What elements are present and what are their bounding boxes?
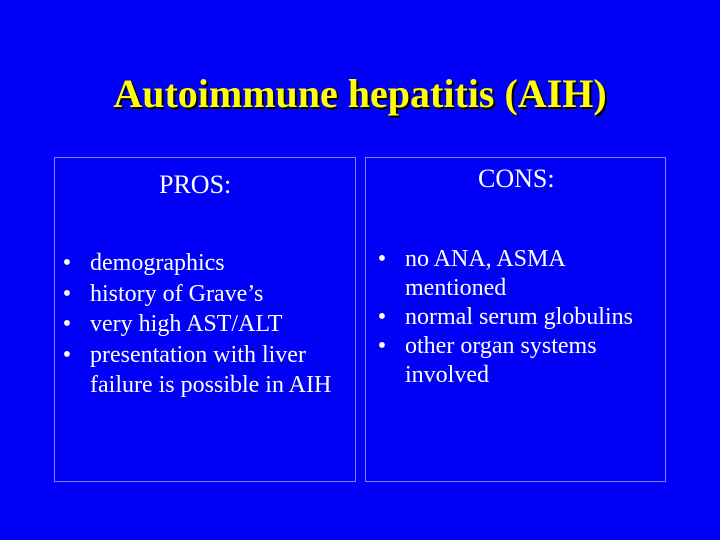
bullet-icon: •	[62, 280, 72, 307]
cons-item-label: other organ systems involved	[405, 333, 597, 388]
pros-item-history	[57, 279, 351, 310]
pros-item-demographics	[57, 248, 351, 279]
bullet-icon: •	[62, 250, 72, 276]
pros-list	[57, 248, 351, 401]
pros-heading: PROS:	[159, 170, 232, 199]
bullet-icon: •	[62, 311, 72, 337]
pros-item-ast-alt	[57, 309, 351, 340]
cons-item-globulins	[372, 303, 662, 332]
pros-item-label: very high AST/ALT	[90, 311, 283, 337]
cons-heading: CONS:	[478, 164, 555, 193]
pros-item-label: history of Grave’s	[90, 280, 264, 307]
cons-item-label: normal serum globulins	[405, 304, 633, 330]
cons-item-antibodies	[372, 245, 662, 303]
pros-item-label: presentation with liver failure is possible in AIH	[90, 341, 332, 398]
pros-item-liver-failure	[57, 340, 351, 401]
bullet-icon: •	[62, 341, 72, 368]
pros-panel	[54, 157, 356, 482]
cons-list	[372, 245, 662, 390]
bullet-icon: •	[377, 333, 387, 359]
cons-item-label: no ANA, ASMA mentioned	[405, 246, 565, 301]
slide-title: Autoimmune hepatitis (AIH)	[113, 71, 607, 116]
bullet-icon: •	[377, 246, 387, 272]
bullet-icon: •	[377, 304, 387, 330]
cons-item-organ-systems	[372, 332, 662, 390]
cons-panel	[365, 157, 666, 482]
pros-item-label: demographics	[90, 250, 225, 276]
